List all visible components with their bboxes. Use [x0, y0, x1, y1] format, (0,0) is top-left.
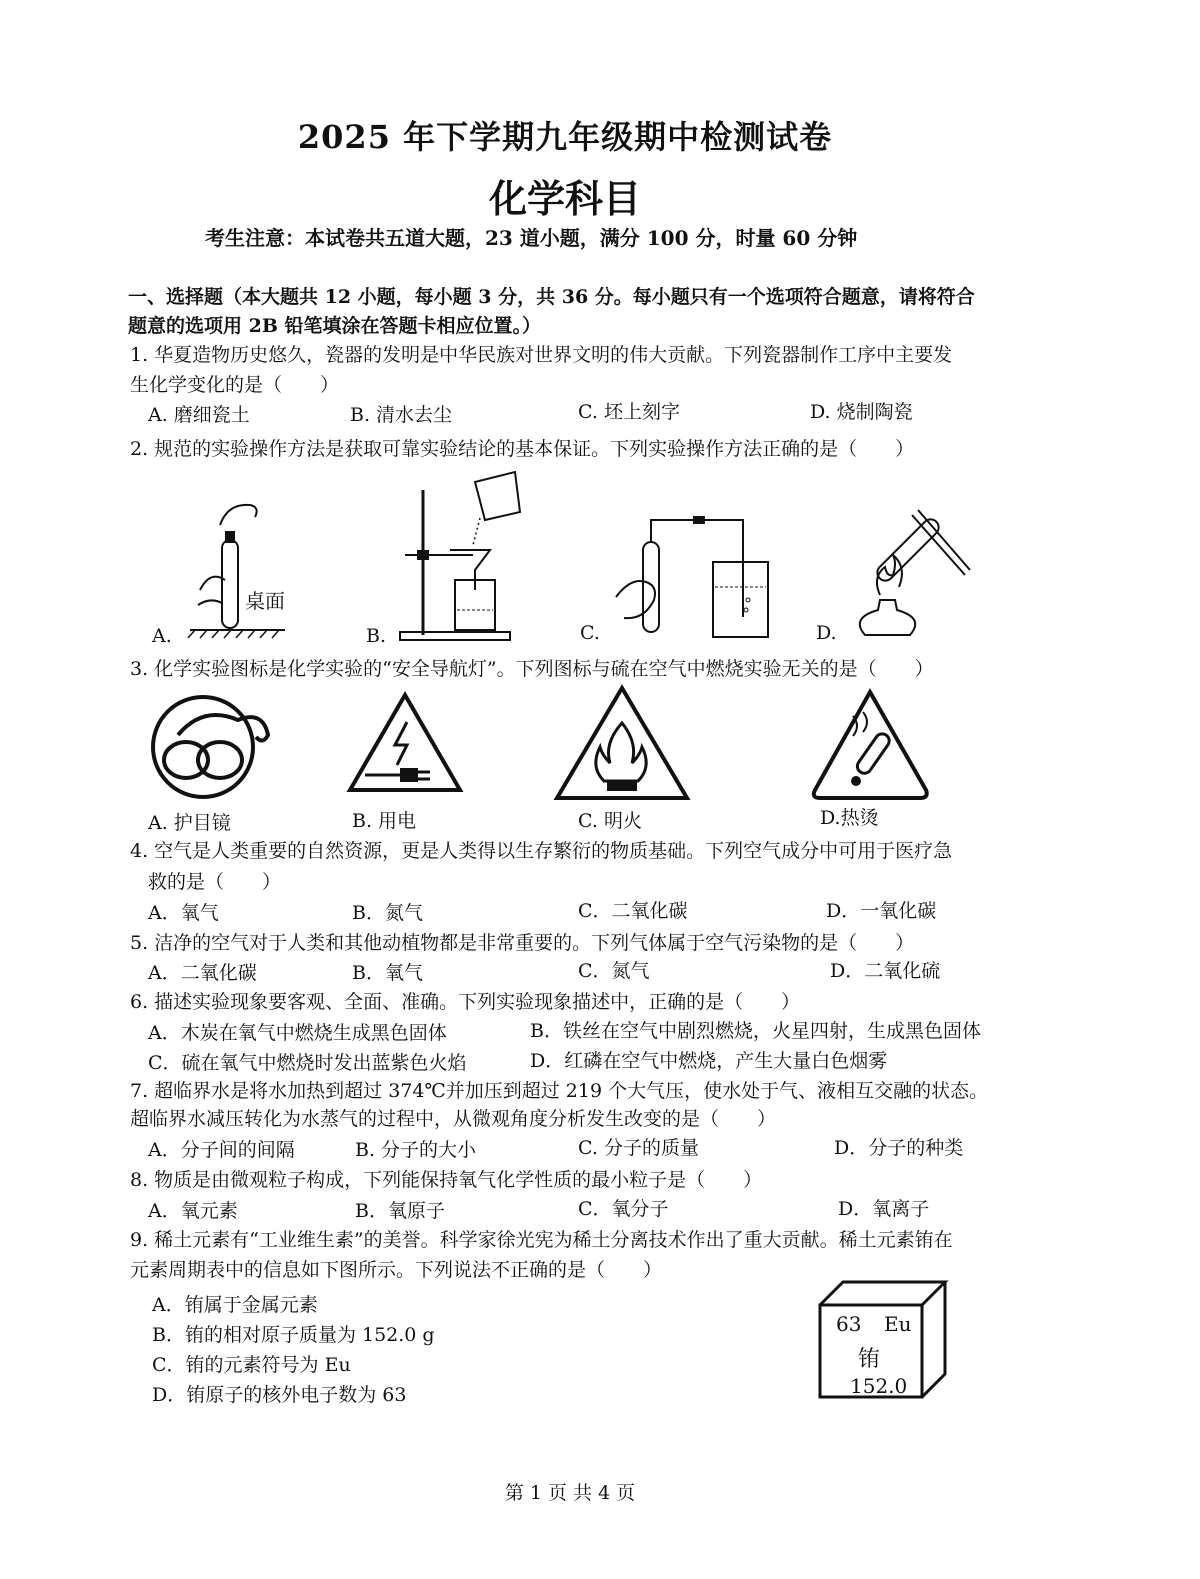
question-7-stem: 7. 超临界水是将水加热到超过 374℃并加压到超过 219 个大气压，使水处于气、液相互交融的状态。: [130, 1080, 989, 1102]
q5-option-b: B．氧气: [352, 962, 423, 984]
element-atomic-mass: 152.0: [850, 1374, 908, 1398]
q8-option-a: A．氧元素: [148, 1200, 238, 1222]
q5-option-c: C．氮气: [578, 960, 650, 982]
question-1-stem: 1. 华夏造物历史悠久，瓷器的发明是中华民族对世界文明的伟大贡献。下列瓷器制作工序中主要发: [130, 344, 953, 366]
q6-option-d: D．红磷在空气中燃烧，产生大量白色烟雾: [530, 1050, 888, 1072]
q2-figure-c: [608, 512, 778, 642]
q7-option-a: A．分子间的间隔: [148, 1139, 295, 1161]
q1-option-d: D. 烧制陶瓷: [810, 401, 913, 423]
q1-option-b: B. 清水去尘: [350, 404, 453, 426]
q7-option-d: D．分子的种类: [834, 1137, 964, 1159]
q2-figure-a-label: A.: [152, 625, 172, 647]
q2-figure-b-label: B.: [366, 625, 387, 647]
q3-option-a: A. 护目镜: [148, 812, 231, 834]
q5-option-a: A．二氧化碳: [148, 962, 257, 984]
question-4-stem-cont: 救的是（ ）: [148, 871, 282, 893]
question-1-stem-cont: 生化学变化的是（ ）: [130, 374, 340, 396]
question-3-stem: 3. 化学实验图标是化学实验的“安全导航灯”。下列图标与硫在空气中燃烧实验无关的是（ ）: [130, 658, 934, 680]
q4-option-c: C．二氧化碳: [578, 900, 688, 922]
q9-option-b: B．铕的相对原子质量为 152.0 g: [152, 1324, 435, 1346]
q2-figure-b: [395, 470, 525, 645]
q2-figure-a: [180, 495, 290, 645]
q1-option-a: A. 磨细瓷土: [148, 404, 250, 426]
q8-option-c: C．氧分子: [578, 1198, 669, 1220]
section-heading: 一、选择题（本大题共 12 小题，每小题 3 分，共 36 分。每小题只有一个选项符合题意，请将符合: [128, 286, 975, 308]
exam-notice: 考生注意：本试卷共五道大题，23 道小题，满分 100 分，时量 60 分钟: [205, 226, 858, 250]
q9-option-d: D．铕原子的核外电子数为 63: [152, 1384, 407, 1406]
element-atomic-number: 63: [836, 1312, 862, 1336]
q3-option-d: D.热烫: [820, 807, 879, 829]
q6-option-c: C．硫在氧气中燃烧时发出蓝紫色火焰: [148, 1052, 467, 1074]
question-9-stem-cont: 元素周期表中的信息如下图所示。下列说法不正确的是（ ）: [130, 1259, 663, 1281]
q9-option-c: C．铕的元素符号为 Eu: [152, 1354, 351, 1376]
q6-option-a: A．木炭在氧气中燃烧生成黑色固体: [148, 1022, 447, 1044]
q8-option-d: D．氧离子: [838, 1198, 930, 1220]
question-6-stem: 6. 描述实验现象要客观、全面、准确。下列实验现象描述中，正确的是（ ）: [130, 991, 801, 1013]
goggles-icon: [148, 690, 278, 805]
q4-option-d: D．一氧化碳: [826, 900, 937, 922]
q9-option-a: A．铕属于金属元素: [152, 1294, 318, 1316]
question-2-stem: 2. 规范的实验操作方法是获取可靠实验结论的基本保证。下列实验操作方法正确的是（ ）: [130, 438, 915, 460]
question-5-stem: 5. 洁净的空气对于人类和其他动植物都是非常重要的。下列气体属于空气污染物的是（ ）: [130, 932, 915, 954]
q4-option-b: B．氮气: [352, 902, 423, 924]
exam-title: 2025 年下学期九年级期中检测试卷: [297, 118, 833, 156]
q1-option-c: C. 坯上刻字: [578, 401, 680, 423]
q8-option-b: B．氧原子: [355, 1200, 445, 1222]
q5-option-d: D．二氧化硫: [830, 960, 941, 982]
open-flame-icon: [552, 683, 692, 805]
q7-option-c: C. 分子的质量: [578, 1137, 699, 1159]
q2-figure-d-label: D.: [816, 622, 837, 644]
q4-option-a: A．氧气: [148, 902, 219, 924]
question-7-stem-cont: 超临界水减压转化为水蒸气的过程中，从微观角度分析发生改变的是（ ）: [130, 1108, 777, 1130]
desk-label: 桌面: [245, 589, 285, 613]
electricity-icon: [345, 690, 465, 800]
question-4-stem: 4. 空气是人类重要的自然资源，更是人类得以生存繁衍的物质基础。下列空气成分中可用于医疗急: [130, 840, 953, 862]
element-symbol: Eu: [884, 1312, 912, 1336]
q3-option-c: C. 明火: [578, 810, 642, 832]
question-9-stem: 9. 稀土元素有“工业维生素”的美誉。科学家徐光宪为稀土分离技术作出了重大贡献。稀土元素铕在: [130, 1229, 953, 1251]
element-name: 铕: [858, 1347, 881, 1372]
page-footer: 第 1 页 共 4 页: [504, 1482, 636, 1504]
section-heading-cont: 题意的选项用 2B 铅笔填涂在答题卡相应位置。）: [128, 315, 542, 337]
hot-surface-icon: [808, 686, 933, 804]
q2-figure-c-label: C.: [580, 622, 600, 644]
q2-figure-d: [840, 500, 980, 645]
q7-option-b: B. 分子的大小: [355, 1139, 477, 1161]
q3-option-b: B. 用电: [352, 810, 417, 832]
subject-title: 化学科目: [488, 176, 641, 221]
q6-option-b: B．铁丝在空气中剧烈燃烧，火星四射，生成黑色固体: [530, 1020, 981, 1042]
question-8-stem: 8. 物质是由微观粒子构成，下列能保持氧气化学性质的最小粒子是（ ）: [130, 1169, 763, 1191]
